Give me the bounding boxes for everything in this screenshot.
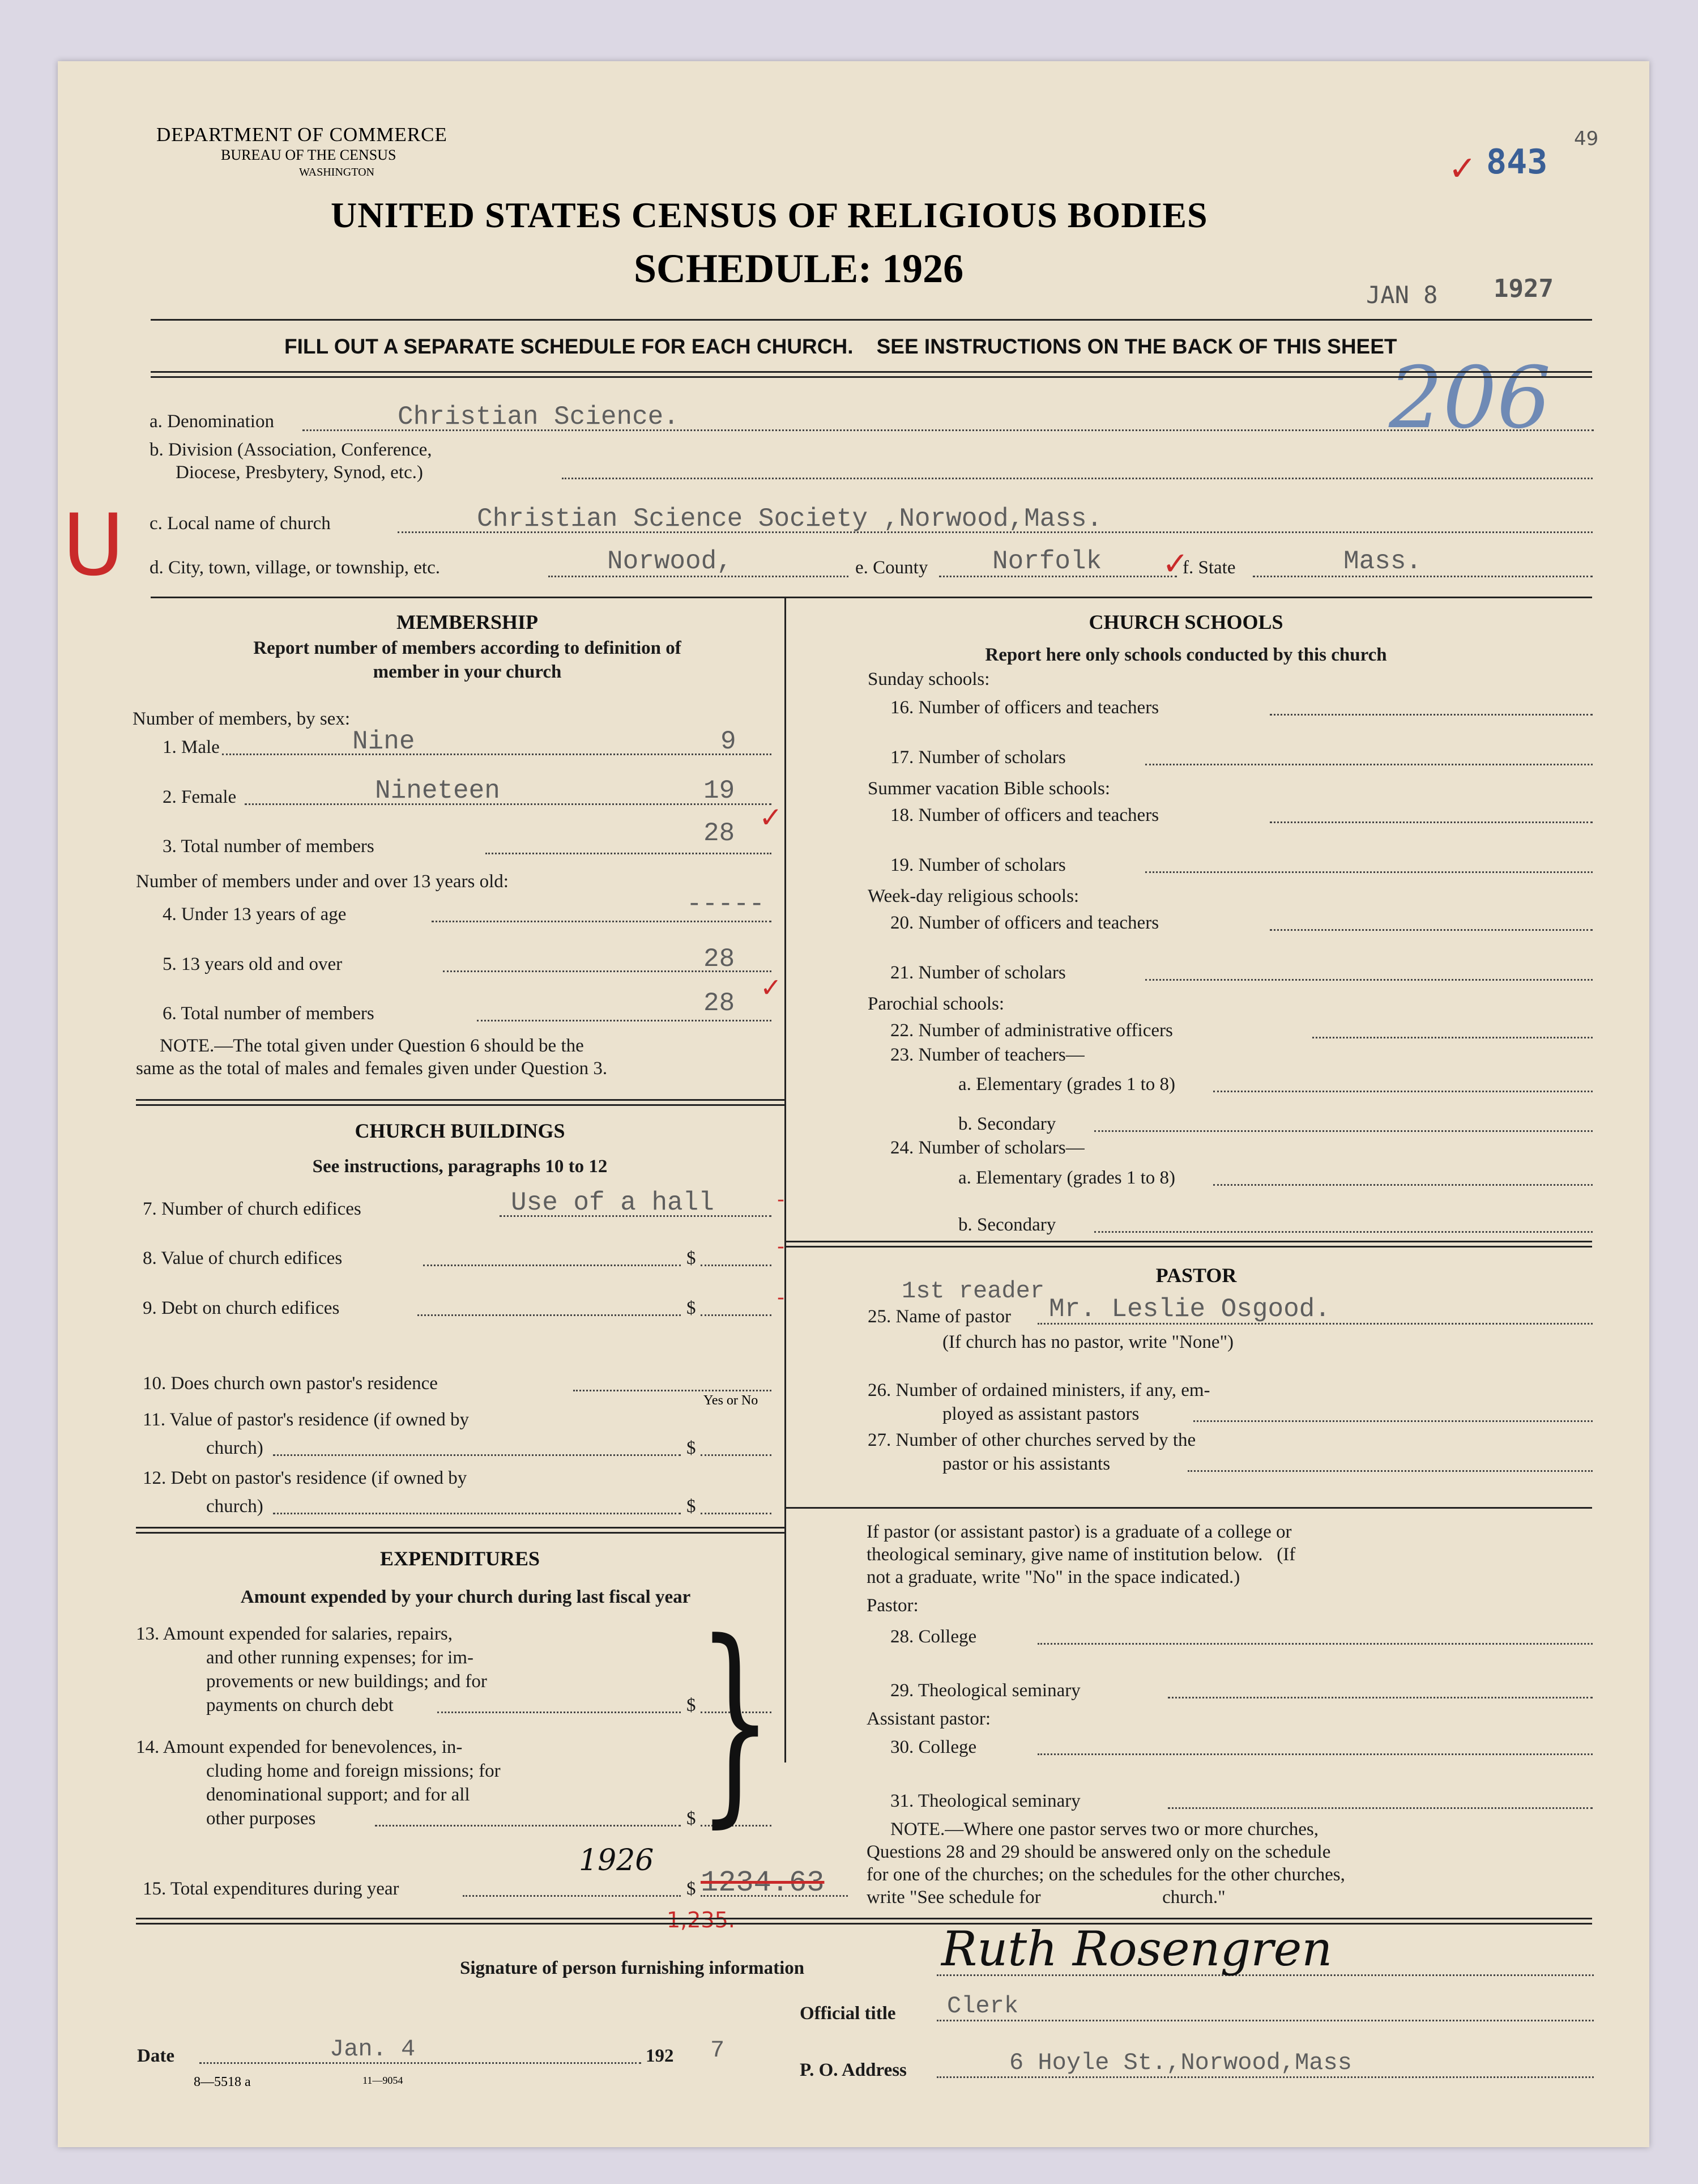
date-line [199, 2062, 641, 2064]
q8-line-a [423, 1265, 681, 1266]
check-mark: ✓ [1448, 149, 1477, 189]
denomination-value[interactable]: Christian Science. [398, 402, 679, 432]
po-address-line [937, 2076, 1594, 2078]
q15-year-note: 1926 [579, 1844, 654, 1878]
department-heading: DEPARTMENT OF COMMERCE [156, 124, 447, 146]
q13-label-2: and other running expenses; for im- [206, 1647, 473, 1668]
q11-dollar: $ [686, 1438, 696, 1458]
buildings-title: CHURCH BUILDINGS [355, 1119, 565, 1142]
form-number: 8—5518 a [194, 2075, 251, 2089]
columns-top-rule [151, 597, 1592, 598]
q6-total-label: 6. Total number of members [163, 1003, 374, 1024]
q12-line-b [701, 1513, 771, 1514]
q14-label-1: 14. Amount expended for benevolences, in- [136, 1737, 463, 1757]
date-year-prefix: 192 [646, 2046, 674, 2066]
q25-note: (If church has no pastor, write "None") [942, 1332, 1234, 1352]
q6-check: ✓ [760, 972, 782, 1003]
census-schedule-sheet [58, 61, 1649, 2147]
schedule-title: SCHEDULE: 1926 [634, 246, 964, 291]
membership-sub-2: member in your church [373, 662, 562, 682]
q21-label: 21. Number of scholars [890, 963, 1066, 983]
expense-brace: } [697, 1595, 773, 1846]
pastor-note-2: Questions 28 and 29 should be answered only on the schedule [867, 1842, 1331, 1862]
pastor-top-rule [784, 1241, 1592, 1248]
q14-label-2: cluding home and foreign missions; for [206, 1761, 501, 1781]
q11-value-label: 11. Value of pastor's residence (if owned by [143, 1410, 469, 1430]
pastor-title: PASTOR [1155, 1264, 1237, 1287]
q24-label: 24. Number of scholars— [890, 1138, 1085, 1158]
q26-line [1193, 1420, 1593, 1422]
q8-dash: - [777, 1235, 784, 1258]
sunday-schools-heading: Sunday schools: [868, 669, 990, 689]
q3-total-label: 3. Total number of members [163, 836, 374, 857]
q15-dollar: $ [686, 1879, 696, 1899]
graduate-top-rule [784, 1507, 1592, 1509]
buildings-top-rule [136, 1099, 784, 1106]
q26-label-1: 26. Number of ordained ministers, if any, em- [868, 1380, 1210, 1400]
q12-line-a [273, 1513, 681, 1514]
po-address-label: P. O. Address [800, 2060, 907, 2080]
schools-title: CHURCH SCHOOLS [1089, 611, 1283, 633]
q15-line-a [463, 1895, 681, 1897]
instruction-banner: FILL OUT A SEPARATE SCHEDULE FOR EACH CHURCH. SEE INSTRUCTIONS ON THE BACK OF THIS SHEET [284, 335, 1397, 358]
summer-schools-heading: Summer vacation Bible schools: [868, 778, 1111, 799]
q11-line-a [273, 1454, 681, 1456]
q2-line [245, 803, 771, 805]
graduate-text-2: theological seminary, give name of institution below. (If [867, 1544, 1296, 1565]
q27-line [1188, 1470, 1593, 1472]
state-value[interactable]: Mass. [1343, 547, 1422, 576]
q29-line [1168, 1697, 1593, 1698]
division-label: b. Division (Association, Conference, [150, 440, 432, 460]
parochial-schools-heading: Parochial schools: [868, 994, 1005, 1014]
q12-dollar: $ [686, 1496, 696, 1517]
q23b-label: b. Secondary [958, 1114, 1056, 1134]
q4-under13-value[interactable]: ----- [686, 889, 765, 919]
q13-line-a [437, 1712, 681, 1713]
q2-female-words[interactable]: Nineteen [375, 776, 500, 806]
q4-under13-label: 4. Under 13 years of age [163, 904, 347, 925]
q31-line [1168, 1807, 1593, 1809]
q18-line [1270, 821, 1593, 823]
q28-line [1038, 1643, 1593, 1645]
denomination-label: a. Denomination [150, 411, 274, 432]
q12-debt-label-2: church) [206, 1496, 263, 1517]
date-year-digit[interactable]: 7 [710, 2037, 725, 2064]
q24b-label: b. Secondary [958, 1215, 1056, 1235]
serial-mark: 49 [1574, 127, 1599, 150]
q23-label: 23. Number of teachers— [890, 1045, 1085, 1065]
q31-label: 31. Theological seminary [890, 1791, 1081, 1811]
schools-sub: Report here only schools conducted by this church [985, 645, 1387, 665]
county-check: ✓ [1162, 546, 1189, 582]
header-rule-bottom [151, 371, 1592, 378]
q9-line-a [417, 1314, 681, 1316]
q22-line [1312, 1037, 1593, 1038]
q26-label-2: ployed as assistant pastors [942, 1404, 1140, 1424]
q17-label: 17. Number of scholars [890, 747, 1066, 768]
q23a-label: a. Elementary (grades 1 to 8) [958, 1074, 1176, 1095]
official-title-line [937, 2020, 1594, 2021]
q10-residence-label: 10. Does church own pastor's residence [143, 1373, 438, 1394]
q15-total-label: 15. Total expenditures during year [143, 1879, 399, 1899]
q8-dollar: $ [686, 1248, 696, 1268]
q2-female-value[interactable]: 19 [703, 776, 735, 806]
received-date-stamp: JAN 8 [1366, 281, 1438, 309]
date-label: Date [137, 2046, 174, 2066]
buildings-sub: See instructions, paragraphs 10 to 12 [312, 1156, 608, 1177]
signature-label: Signature of person furnishing information [460, 1958, 805, 1978]
graduate-text-3: not a graduate, write "No" in the space indicated.) [867, 1567, 1240, 1587]
q11-line-b [701, 1454, 771, 1456]
q17-line [1145, 764, 1593, 765]
city-heading: WASHINGTON [299, 166, 374, 178]
q7-edifices-label: 7. Number of church edifices [143, 1199, 361, 1219]
bureau-heading: BUREAU OF THE CENSUS [221, 147, 396, 163]
signature-value[interactable]: Ruth Rosengren [941, 1921, 1333, 1977]
local-name-label: c. Local name of church [150, 513, 331, 534]
po-address-value[interactable]: 6 Hoyle St.,Norwood,Mass [1009, 2049, 1352, 2076]
q19-label: 19. Number of scholars [890, 855, 1066, 875]
assistant-subheading: Assistant pastor: [867, 1709, 991, 1729]
q1-male-label: 1. Male [163, 737, 220, 757]
q13-label-3: provements or new buildings; and for [206, 1671, 487, 1692]
q25-pastor-label: 25. Name of pastor [868, 1306, 1011, 1327]
q5-over13-value[interactable]: 28 [703, 944, 735, 974]
state-label: f. State [1183, 557, 1236, 578]
weekday-schools-heading: Week-day religious schools: [868, 886, 1080, 906]
q13-dollar: $ [686, 1695, 696, 1715]
q14-dollar: $ [686, 1808, 696, 1829]
q20-label: 20. Number of officers and teachers [890, 913, 1159, 933]
official-title-label: Official title [800, 2003, 896, 2024]
q14-label-3: denominational support; and for all [206, 1785, 470, 1805]
county-label: e. County [855, 557, 928, 578]
q16-line [1270, 714, 1593, 716]
q12-debt-label: 12. Debt on pastor's residence (if owned by [143, 1468, 467, 1488]
q24a-line [1213, 1184, 1593, 1186]
q1-male-words[interactable]: Nine [352, 727, 415, 756]
code-number: 206 [1389, 349, 1551, 448]
column-divider [784, 597, 786, 1762]
q27-label-2: pastor or his assistants [942, 1454, 1111, 1474]
official-title-value[interactable]: Clerk [947, 1993, 1019, 2020]
q9-dash: - [777, 1286, 784, 1309]
expenditures-title: EXPENDITURES [379, 1547, 540, 1570]
q13-label-1: 13. Amount expended for salaries, repairs, [136, 1624, 453, 1644]
pastor-note-3: for one of the churches; on the schedules for the other churches, [867, 1864, 1345, 1885]
q7-dash: - [777, 1188, 784, 1211]
q6-total-value[interactable]: 28 [703, 989, 735, 1018]
age-heading: Number of members under and over 13 years old: [136, 871, 509, 892]
q3-total-value[interactable]: 28 [703, 819, 735, 848]
q16-label: 16. Number of officers and teachers [890, 697, 1159, 718]
pastor-note-4: write "See schedule for church." [867, 1887, 1226, 1908]
q2-female-label: 2. Female [163, 787, 237, 807]
pastor-subheading: Pastor: [867, 1595, 919, 1616]
q24b-line [1094, 1231, 1593, 1233]
margin-mark: U [62, 496, 125, 595]
q9-line-b [701, 1314, 771, 1316]
q24a-label: a. Elementary (grades 1 to 8) [958, 1168, 1176, 1188]
q30-line [1038, 1753, 1593, 1755]
members-by-sex: Number of members, by sex: [133, 709, 350, 729]
q30-label: 30. College [890, 1737, 977, 1757]
q7-edifices-value[interactable]: Use of a hall [511, 1188, 714, 1217]
received-year-stamp: 1927 [1494, 274, 1554, 303]
q25-pastor-value[interactable]: Mr. Leslie Osgood. [1049, 1295, 1330, 1324]
q8-line-b [701, 1265, 771, 1266]
q1-line [222, 753, 771, 755]
q9-dollar: $ [686, 1298, 696, 1318]
q11-value-label-2: church) [206, 1438, 263, 1458]
q15-correction: 1,235. [667, 1908, 735, 1932]
city-value[interactable]: Norwood, [607, 547, 732, 576]
serial-number-stamp: 843 [1486, 142, 1548, 182]
q29-label: 29. Theological seminary [890, 1680, 1081, 1701]
q13-label-4: payments on church debt [206, 1695, 394, 1715]
pastor-note-1: NOTE.—Where one pastor serves two or more churches, [890, 1819, 1319, 1840]
local-name-value[interactable]: Christian Science Society ,Norwood,Mass. [477, 504, 1103, 534]
graduate-text-1: If pastor (or assistant pastor) is a graduate of a college or [867, 1522, 1292, 1542]
city-label: d. City, town, village, or township, etc. [150, 557, 440, 578]
yes-no-hint: Yes or No [703, 1393, 758, 1408]
q10-line [573, 1390, 771, 1391]
q8-value-label: 8. Value of church edifices [143, 1248, 343, 1268]
division-label-2: Diocese, Presbytery, Synod, etc.) [176, 462, 423, 483]
q21-line [1145, 979, 1593, 981]
q18-label: 18. Number of officers and teachers [890, 805, 1159, 825]
q19-line [1145, 871, 1593, 873]
date-value[interactable]: Jan. 4 [330, 2036, 416, 2063]
q27-label-1: 27. Number of other churches served by the [868, 1430, 1196, 1450]
q3-check: ✓ [759, 801, 783, 834]
q22-label: 22. Number of administrative officers [890, 1020, 1173, 1041]
q9-debt-label: 9. Debt on church edifices [143, 1298, 340, 1318]
county-value[interactable]: Norfolk [992, 547, 1102, 576]
q23b-line [1094, 1130, 1593, 1132]
state-line [1253, 576, 1593, 577]
q28-label: 28. College [890, 1627, 977, 1647]
expenditures-top-rule [136, 1527, 784, 1534]
q15-total-value[interactable]: 1234.63 [701, 1866, 825, 1900]
form-number-2: 11—9054 [362, 2075, 403, 2086]
membership-sub-1: Report number of members according to definition of [253, 638, 681, 658]
q4-line [432, 921, 771, 922]
membership-note-2: same as the total of males and females given under Question 3. [136, 1058, 608, 1079]
membership-title: MEMBERSHIP [396, 611, 539, 633]
q3-line [485, 853, 771, 854]
form-title: UNITED STATES CENSUS OF RELIGIOUS BODIES [331, 195, 1208, 235]
q14-label-4: other purposes [206, 1808, 316, 1829]
q1-male-value[interactable]: 9 [720, 727, 736, 756]
q25-above-note[interactable]: 1st reader [902, 1278, 1045, 1305]
division-line [562, 478, 1593, 479]
q14-line-a [375, 1825, 681, 1827]
q20-line [1270, 929, 1593, 931]
q23a-line [1213, 1091, 1593, 1092]
q5-over13-label: 5. 13 years old and over [163, 954, 343, 974]
membership-note-1: NOTE.—The total given under Question 6 should be the [160, 1036, 584, 1056]
header-rule-top [151, 319, 1592, 321]
expenditures-sub: Amount expended by your church during last fiscal year [240, 1587, 691, 1607]
q6-line [477, 1020, 771, 1021]
footer-top-rule [136, 1918, 1592, 1925]
